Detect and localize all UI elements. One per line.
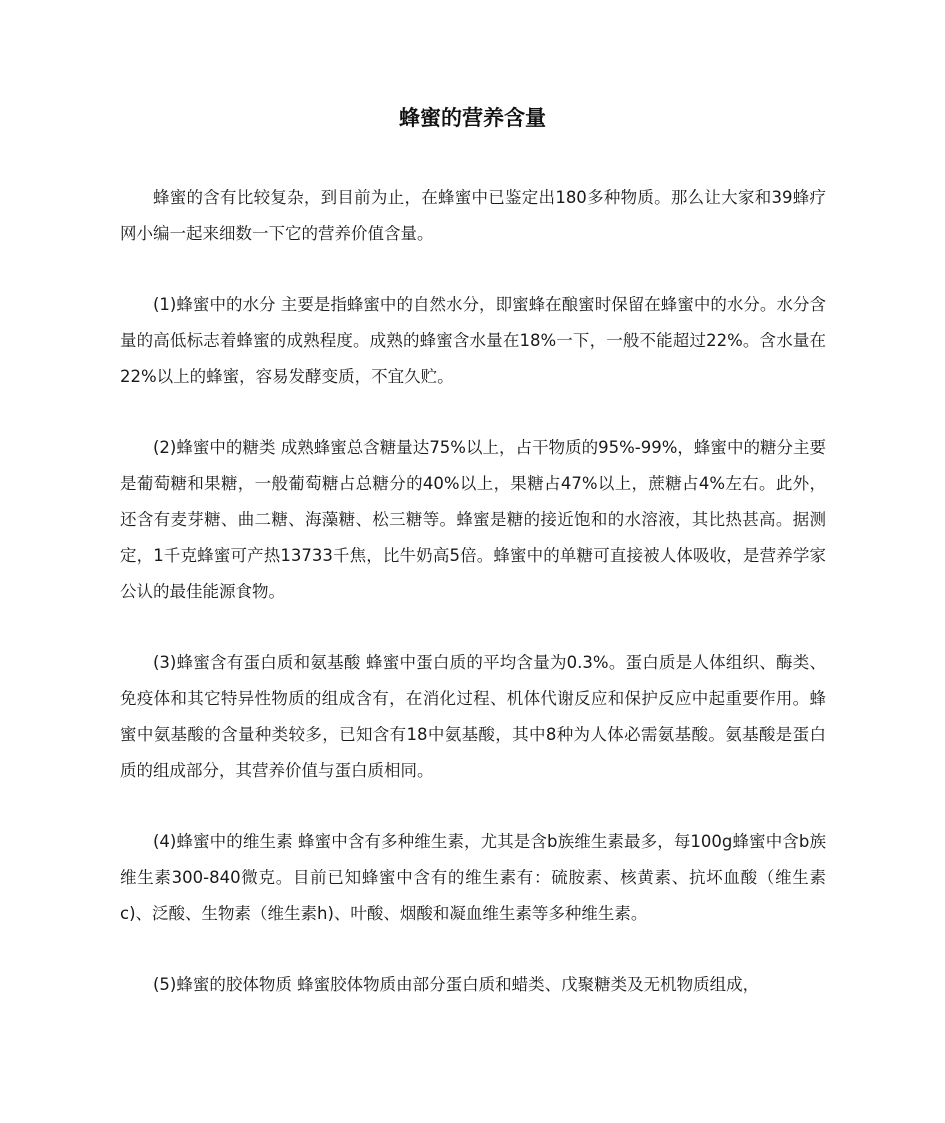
paragraph-sugars: (2)蜂蜜中的糖类 成熟蜂蜜总含糖量达75%以上，占干物质的95%-99%，蜂蜜中的糖分主要是葡萄糖和果糖，一般葡萄糖占总糖分的40%以上，果糖占47%以上，蔗糖占4%左右。此外，还含有麦芽糖、曲二糖、海藻糖、松三糖等。蜂蜜是糖的接近饱和的水溶液，其比热甚高。据测定，1千克蜂蜜可产热13733千焦，比牛奶高5倍。蜂蜜中的单糖可直接被人体吸收，是营养学家公认的最佳能源食物。 xyxy=(120,438,826,601)
document-body xyxy=(120,180,826,1038)
paragraph-colloids: (5)蜂蜜的胶体物质 蜂蜜胶体物质由部分蛋白质和蜡类、戊聚糖类及无机物质组成， xyxy=(153,975,760,994)
paragraph-intro: 蜂蜜的含有比较复杂，到目前为止，在蜂蜜中已鉴定出180多种物质。那么让大家和39蜂疗网小编一起来细数一下它的营养价值含量。 xyxy=(120,188,826,243)
paragraph-protein: (3)蜂蜜含有蛋白质和氨基酸 蜂蜜中蛋白质的平均含量为0.3%。蛋白质是人体组织、酶类、免疫体和其它特异性物质的组成含有，在消化过程、机体代谢反应和保护反应中起重要作用。蜂蜜中氨基酸的含量种类较多，已知含有18中氨基酸，其中8种为人体必需氨基酸。氨基酸是蛋白质的组成部分，其营养价值与蛋白质相同。 xyxy=(120,653,826,780)
document-title: 蜂蜜的营养含量 xyxy=(399,106,546,130)
paragraph-water: (1)蜂蜜中的水分 主要是指蜂蜜中的自然水分，即蜜蜂在酿蜜时保留在蜂蜜中的水分。水分含量的高低标志着蜂蜜的成熟程度。成熟的蜂蜜含水量在18%一下，一般不能超过22%。含水量在22%以上的蜂蜜，容易发酵变质，不宜久贮。 xyxy=(120,295,826,386)
paragraph-vitamins: (4)蜂蜜中的维生素 蜂蜜中含有多种维生素，尤其是含b族维生素最多，每100g蜂蜜中含b族维生素300-840微克。目前已知蜂蜜中含有的维生素有：硫胺素、核黄素、抗坏血酸（维生素c)、泛酸、生物素（维生素h)、叶酸、烟酸和凝血维生素等多种维生素。 xyxy=(120,832,826,923)
